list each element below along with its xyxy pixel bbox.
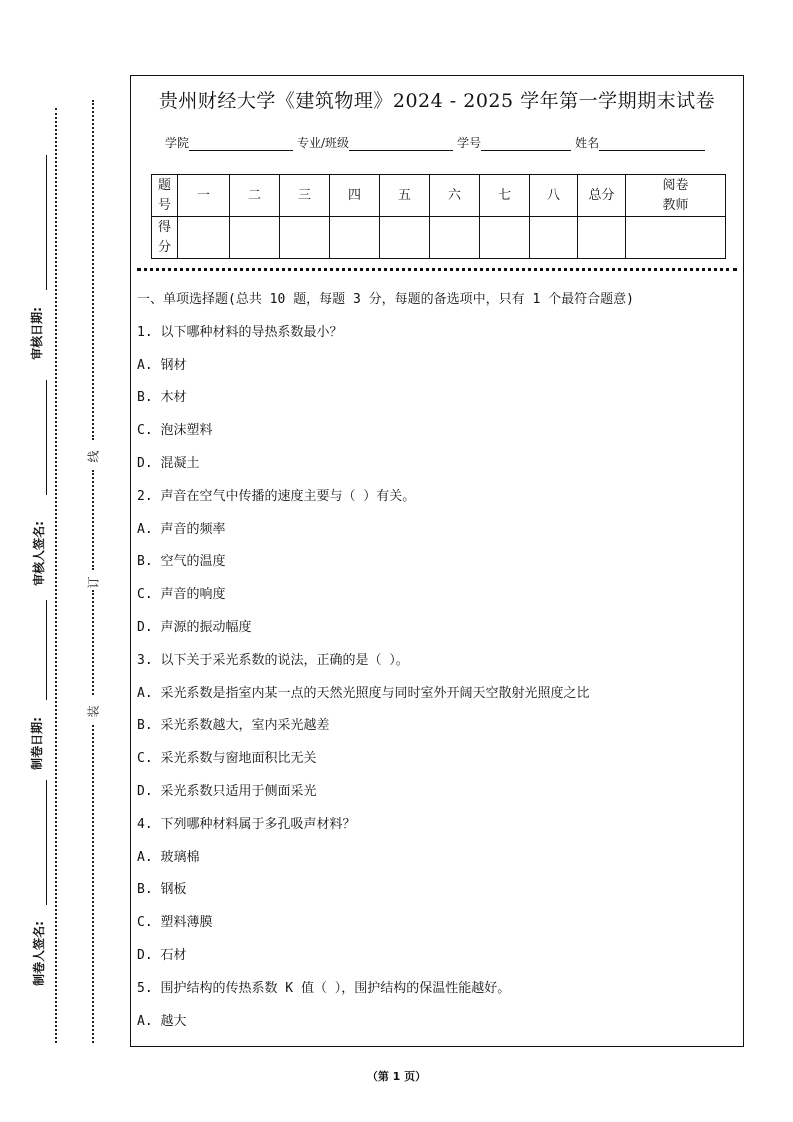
question-col-8: 八 bbox=[530, 175, 578, 217]
question-stem: 3. 以下关于采光系数的说法，正确的是（ ）。 bbox=[137, 652, 409, 668]
binding-line bbox=[92, 590, 94, 695]
question-option: B. 钢板 bbox=[137, 882, 187, 898]
question-option: B. 采光系数越大，室内采光越差 bbox=[137, 718, 330, 734]
question-option: A. 采光系数是指室内某一点的天然光照度与同时室外开阔天空散射光照度之比 bbox=[137, 685, 590, 701]
question-option: D. 声源的振动幅度 bbox=[137, 619, 252, 635]
score-cell[interactable] bbox=[280, 217, 330, 259]
major-class-field[interactable] bbox=[349, 138, 453, 151]
question-col-6: 六 bbox=[430, 175, 480, 217]
question-option: C. 采光系数与窗地面积比无关 bbox=[137, 751, 317, 767]
reviewer-header: 阅卷教师 bbox=[626, 175, 726, 217]
score-table bbox=[151, 174, 726, 259]
binding-line bbox=[92, 470, 94, 570]
reviewer-signature-cell[interactable] bbox=[626, 217, 726, 259]
binding-mark-bind: 装 bbox=[86, 705, 101, 718]
question-option: A. 玻璃棉 bbox=[137, 849, 200, 865]
question-col-3: 三 bbox=[280, 175, 330, 217]
score-cell[interactable] bbox=[178, 217, 230, 259]
major-class-label: 专业/班级 bbox=[297, 136, 350, 150]
cut-line-outer bbox=[55, 108, 57, 1043]
question-number-header: 题号 bbox=[152, 175, 178, 217]
binding-mark-line: 线 bbox=[86, 450, 101, 463]
question-option: A. 声音的频率 bbox=[137, 521, 226, 537]
question-option: A. 越大 bbox=[137, 1013, 187, 1029]
question-col-2: 二 bbox=[230, 175, 280, 217]
total-header: 总分 bbox=[578, 175, 626, 217]
question-stem: 1. 以下哪种材料的导热系数最小？ bbox=[137, 324, 343, 340]
score-cell[interactable] bbox=[530, 217, 578, 259]
question-option: A. 钢材 bbox=[137, 357, 187, 373]
question-option: B. 空气的温度 bbox=[137, 554, 226, 570]
score-cell[interactable] bbox=[230, 217, 280, 259]
margin-label-reviewer-signature: 审核人签名: bbox=[31, 521, 46, 586]
margin-label-compile-date: 制卷日期: bbox=[29, 717, 44, 770]
question-col-1: 一 bbox=[178, 175, 230, 217]
question-option: D. 采光系数只适用于侧面采光 bbox=[137, 783, 317, 799]
score-row-header: 得分 bbox=[152, 217, 178, 259]
question-option: B. 木材 bbox=[137, 390, 187, 406]
college-label: 学院 bbox=[165, 136, 190, 150]
margin-label-review-date: 审核日期: bbox=[29, 307, 44, 360]
signature-line bbox=[46, 780, 47, 905]
signature-line bbox=[46, 600, 47, 700]
question-option: C. 泡沫塑料 bbox=[137, 423, 213, 439]
score-cell[interactable] bbox=[330, 217, 380, 259]
score-cell[interactable] bbox=[380, 217, 430, 259]
question-option: C. 塑料薄膜 bbox=[137, 915, 213, 931]
questions-content bbox=[137, 284, 741, 1038]
exam-title: 贵州财经大学《建筑物理》2024 - 2025 学年第一学期期末试卷 bbox=[158, 90, 716, 112]
student-info-row bbox=[165, 134, 709, 151]
binding-line bbox=[92, 100, 94, 440]
college-field[interactable] bbox=[189, 138, 293, 151]
question-option: C. 声音的响度 bbox=[137, 587, 226, 603]
question-stem: 2. 声音在空气中传播的速度主要与（ ）有关。 bbox=[137, 488, 416, 504]
student-id-label: 学号 bbox=[457, 136, 482, 150]
name-label: 姓名 bbox=[575, 136, 600, 150]
question-stem: 5. 围护结构的传热系数 K 值（ ），围护结构的保温性能越好。 bbox=[137, 980, 511, 996]
signature-line bbox=[46, 155, 47, 290]
total-score-cell[interactable] bbox=[578, 217, 626, 259]
signature-line bbox=[46, 380, 47, 495]
question-option: D. 石材 bbox=[137, 947, 187, 963]
binding-mark-staple: 订 bbox=[86, 576, 101, 589]
question-col-4: 四 bbox=[330, 175, 380, 217]
page-number: （第 1 页） bbox=[366, 1070, 427, 1083]
section-heading: 一、单项选择题(总共 10 题，每题 3 分，每题的备选项中，只有 1 个最符合题意) bbox=[137, 292, 634, 307]
student-id-field[interactable] bbox=[481, 138, 571, 151]
question-col-5: 五 bbox=[380, 175, 430, 217]
margin-label-compiler-signature: 制卷人签名: bbox=[31, 921, 46, 986]
score-cell[interactable] bbox=[480, 217, 530, 259]
score-cell[interactable] bbox=[430, 217, 480, 259]
question-stem: 4. 下列哪种材料属于多孔吸声材料？ bbox=[137, 816, 356, 832]
binding-line bbox=[92, 725, 94, 1043]
exam-paper bbox=[130, 75, 744, 1047]
dotted-separator bbox=[137, 268, 737, 271]
name-field[interactable] bbox=[599, 138, 705, 151]
question-option: D. 混凝土 bbox=[137, 455, 200, 471]
question-col-7: 七 bbox=[480, 175, 530, 217]
